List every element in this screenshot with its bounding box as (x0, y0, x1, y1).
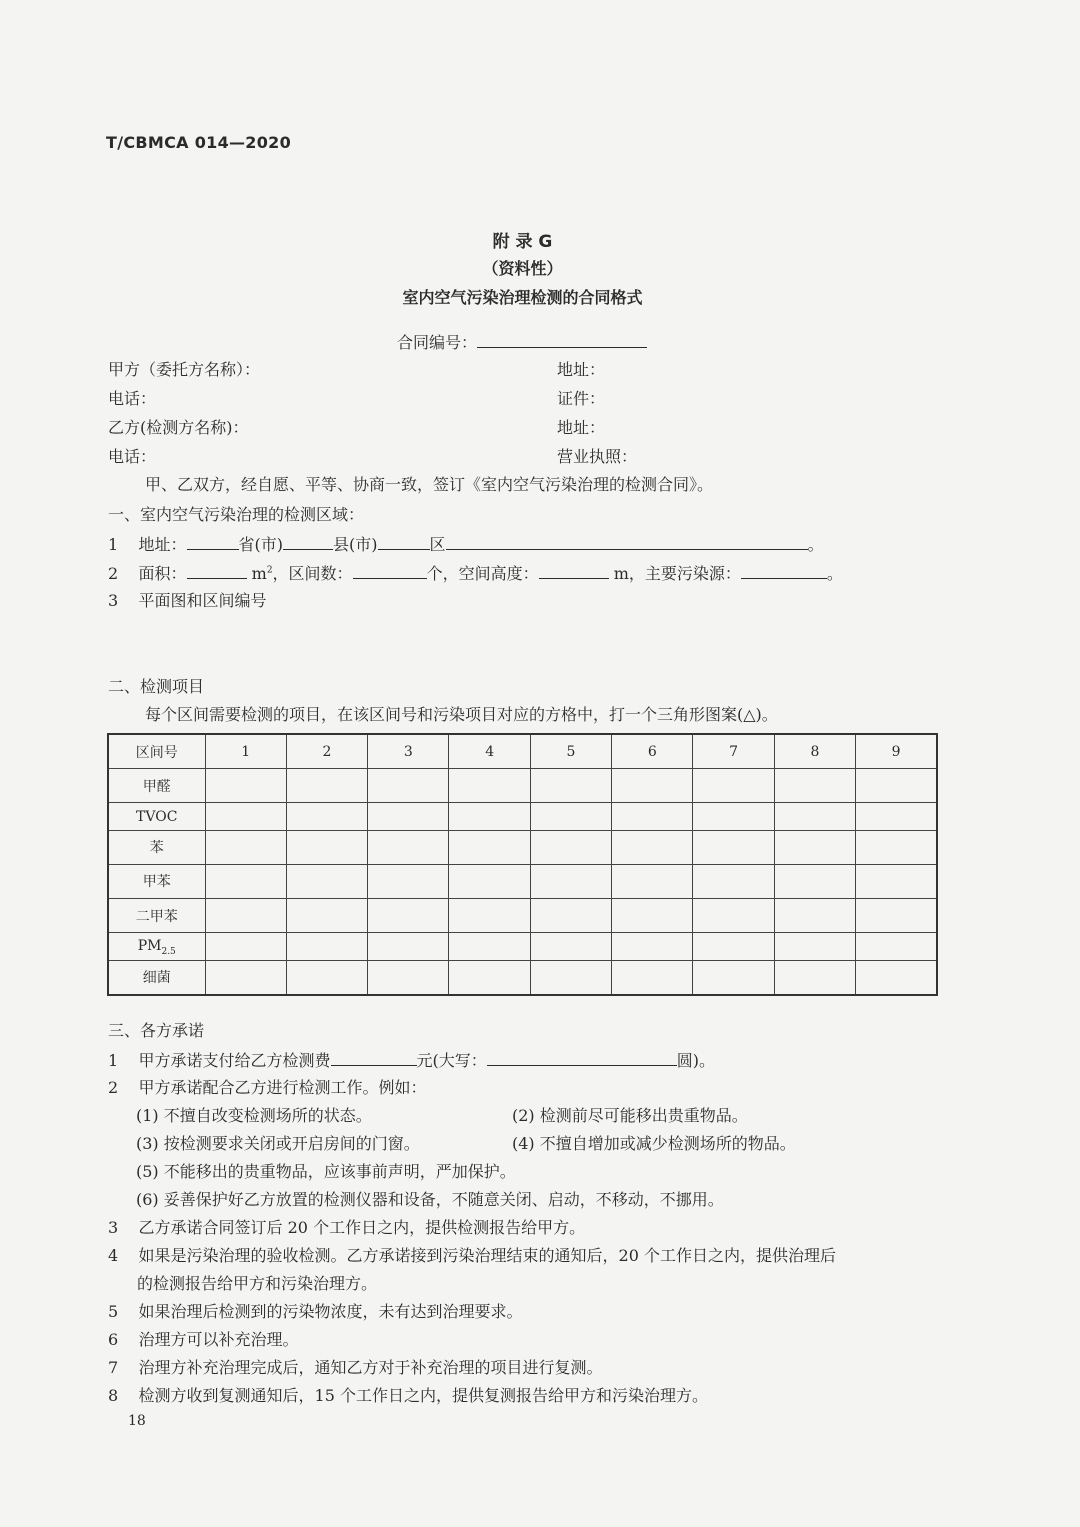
table-corner-cell: 区间号 (108, 734, 205, 769)
table-cell[interactable] (856, 803, 937, 831)
pollutant-row-label: 二甲苯 (108, 898, 205, 932)
commitment-6 (108, 1329, 299, 1351)
province-label: 省(市) (238, 535, 284, 554)
address-detail-field[interactable] (446, 532, 808, 550)
table-header-row (108, 734, 937, 769)
table-cell[interactable] (286, 960, 367, 995)
sub-item-1: (1) 不擅自改变检测场所的状态。 (136, 1106, 372, 1125)
party-b-phone-label: 电话： (108, 447, 157, 466)
sub-item-3: (3) 按检测要求关闭或开启房间的门窗。 (136, 1134, 420, 1153)
party-a-id-label: 证件： (557, 389, 606, 408)
table-row (108, 864, 937, 898)
floorplan-label: 平面图和区间编号 (138, 591, 267, 610)
section1-item1 (108, 532, 824, 556)
item-number: 4 (108, 1246, 119, 1265)
pollutant-row-label: 甲醛 (108, 769, 205, 803)
county-field[interactable] (283, 532, 333, 550)
table-cell[interactable] (693, 803, 774, 831)
table-row (108, 898, 937, 932)
contract-number-field[interactable] (477, 330, 647, 348)
commitment-text: 治理方可以补充治理。 (138, 1330, 299, 1349)
party-b-label: 乙方(检测方名称)： (108, 418, 249, 437)
table-cell[interactable] (449, 830, 530, 864)
zone-header: 1 (205, 734, 286, 769)
area-unit-superscript: 2 (266, 565, 273, 576)
table-cell[interactable] (449, 864, 530, 898)
table-cell[interactable] (368, 898, 449, 932)
table-cell[interactable] (368, 803, 449, 831)
sub-item-6: (6) 妥善保护好乙方放置的检测仪器和设备，不随意关闭、启动，不移动，不挪用。 (136, 1190, 724, 1209)
district-field[interactable] (378, 532, 430, 550)
table-cell[interactable] (286, 933, 367, 961)
item-number: 6 (108, 1330, 119, 1349)
table-cell[interactable] (286, 830, 367, 864)
table-row (108, 803, 937, 831)
table-cell[interactable] (856, 769, 937, 803)
commitment-text: 甲方承诺配合乙方进行检测工作。例如： (138, 1078, 427, 1097)
table-cell[interactable] (368, 864, 449, 898)
pollutant-row-label: 细菌 (108, 960, 205, 995)
item-number: 5 (108, 1302, 119, 1321)
table-cell[interactable] (449, 803, 530, 831)
party-a-label: 甲方（委托方名称）： (108, 360, 261, 379)
table-cell[interactable] (530, 960, 611, 995)
detection-items-table (107, 733, 938, 996)
contract-number-row (397, 330, 647, 354)
area-unit: m (251, 564, 267, 583)
table-cell[interactable] (449, 960, 530, 995)
table-row (108, 769, 937, 803)
appendix-title: 室内空气污染治理检测的合同格式 (402, 288, 643, 307)
table-cell[interactable] (530, 864, 611, 898)
table-cell[interactable] (530, 803, 611, 831)
table-cell[interactable] (693, 769, 774, 803)
table-cell[interactable] (205, 898, 286, 932)
commitment-text: 治理方补充治理完成后，通知乙方对于补充治理的项目进行复测。 (138, 1358, 603, 1377)
table-cell[interactable] (774, 769, 855, 803)
table-cell[interactable] (693, 933, 774, 961)
section1-item2 (108, 561, 843, 585)
pollutant-row-label: TVOC (108, 803, 205, 831)
province-field[interactable] (187, 532, 239, 550)
height-field[interactable] (539, 561, 609, 579)
contract-number-label: 合同编号： (397, 333, 478, 352)
item-number: 3 (108, 1218, 119, 1237)
commitment-text: 检测方收到复测通知后，15 个工作日之内，提供复测报告给甲方和污染治理方。 (138, 1386, 708, 1405)
table-cell[interactable] (774, 830, 855, 864)
commitment-4-continued: 的检测报告给甲方和污染治理方。 (137, 1274, 378, 1293)
table-cell[interactable] (286, 864, 367, 898)
area-label: 面积： (138, 564, 187, 583)
item-number: 8 (108, 1386, 119, 1405)
table-cell[interactable] (612, 960, 693, 995)
table-cell[interactable] (530, 830, 611, 864)
section1-item3 (108, 590, 267, 612)
section2-heading: 二、检测项目 (108, 677, 205, 696)
table-cell[interactable] (530, 898, 611, 932)
table-cell[interactable] (774, 960, 855, 995)
table-cell[interactable] (774, 803, 855, 831)
section2-instruction: 每个区间需要检测的项目，在该区间号和污染项目对应的方格中，打一个三角形图案(△)。 (145, 705, 778, 724)
address-label: 地址： (138, 535, 187, 554)
table-cell[interactable] (856, 933, 937, 961)
zone-header: 5 (530, 734, 611, 769)
table-cell[interactable] (612, 830, 693, 864)
rooms-field[interactable] (353, 561, 427, 579)
rooms-unit: 个 (426, 564, 443, 583)
zone-header: 6 (612, 734, 693, 769)
table-cell[interactable] (286, 769, 367, 803)
table-cell[interactable] (612, 898, 693, 932)
party-a-address-label: 地址： (557, 360, 606, 379)
table-cell[interactable] (612, 933, 693, 961)
fee-amount-field[interactable] (331, 1048, 417, 1066)
commitment-3 (108, 1217, 585, 1239)
sub-item-2: (2) 检测前尽可能移出贵重物品。 (512, 1106, 748, 1125)
table-cell[interactable] (856, 898, 937, 932)
pollutant-row-label (108, 933, 205, 961)
table-cell[interactable] (693, 960, 774, 995)
table-cell[interactable] (693, 830, 774, 864)
pollutant-field[interactable] (741, 561, 827, 579)
table-cell[interactable] (205, 803, 286, 831)
table-cell[interactable] (693, 898, 774, 932)
table-cell[interactable] (205, 864, 286, 898)
table-cell[interactable] (368, 933, 449, 961)
table-cell[interactable] (205, 933, 286, 961)
table-cell[interactable] (856, 830, 937, 864)
commitment-1 (108, 1048, 715, 1072)
end-mark: 。 (826, 564, 843, 583)
zone-header: 8 (774, 734, 855, 769)
party-b-license-label: 营业执照： (557, 447, 638, 466)
height-unit: m (613, 564, 629, 583)
table-cell[interactable] (368, 960, 449, 995)
pollutant-row-label: 甲苯 (108, 864, 205, 898)
zone-header: 3 (368, 734, 449, 769)
table-cell[interactable] (205, 769, 286, 803)
item-number: 2 (108, 1078, 119, 1097)
zone-header: 9 (856, 734, 937, 769)
table-cell[interactable] (368, 830, 449, 864)
commitment-7 (108, 1357, 603, 1379)
commitment-text: 如果是污染治理的验收检测。乙方承诺接到污染治理结束的通知后，20 个工作日之内，提供治理后 (138, 1246, 836, 1265)
pollutant-row-label: 苯 (108, 830, 205, 864)
sub-item-5: (5) 不能移出的贵重物品，应该事前声明，严加保护。 (136, 1162, 516, 1181)
table-cell[interactable] (612, 803, 693, 831)
commitment-8 (108, 1385, 708, 1407)
table-cell[interactable] (774, 898, 855, 932)
fee-capital-label: 元(大写： (416, 1051, 487, 1070)
table-cell[interactable] (612, 769, 693, 803)
fee-unit: 圆)。 (676, 1051, 716, 1070)
table-cell[interactable] (774, 864, 855, 898)
appendix-nature: （资料性） (482, 259, 563, 278)
item-number: 1 (108, 1051, 119, 1070)
item-number: 3 (108, 591, 119, 610)
table-cell[interactable] (449, 769, 530, 803)
commitment-4 (108, 1245, 836, 1267)
table-cell[interactable] (286, 898, 367, 932)
table-cell[interactable] (856, 864, 937, 898)
table-cell[interactable] (530, 769, 611, 803)
party-b-address-label: 地址： (557, 418, 606, 437)
commitment-2 (108, 1077, 427, 1099)
section1-heading: 一、室内空气污染治理的检测区域： (108, 505, 365, 524)
commitment-5 (108, 1301, 523, 1323)
area-field[interactable] (187, 561, 247, 579)
commitment-text: 乙方承诺合同签订后 20 个工作日之内，提供检测报告给甲方。 (138, 1218, 586, 1237)
fee-label: 甲方承诺支付给乙方检测费 (138, 1051, 331, 1070)
table-cell[interactable] (449, 933, 530, 961)
appendix-label: 附 录 G (492, 232, 553, 252)
table-cell[interactable] (612, 864, 693, 898)
item-number: 1 (108, 535, 119, 554)
rooms-label: ，区间数： (272, 564, 353, 583)
height-label: ，空间高度： (442, 564, 539, 583)
pm-subscript: 2.5 (161, 947, 176, 958)
table-cell[interactable] (205, 830, 286, 864)
table-cell[interactable] (368, 769, 449, 803)
district-label: 区 (429, 535, 446, 554)
county-label: 县(市) (333, 535, 378, 554)
table-cell[interactable] (693, 864, 774, 898)
zone-header: 2 (286, 734, 367, 769)
table-cell[interactable] (856, 960, 937, 995)
table-cell[interactable] (530, 933, 611, 961)
table-row (108, 933, 937, 961)
contract-intro: 甲、乙双方，经自愿、平等、协商一致，签订《室内空气污染治理的检测合同》。 (145, 475, 714, 494)
fee-capital-field[interactable] (487, 1048, 677, 1066)
item-number: 7 (108, 1358, 119, 1377)
item-number: 2 (108, 564, 119, 583)
page-number: 18 (128, 1413, 146, 1429)
table-cell[interactable] (286, 803, 367, 831)
standard-code: T/CBMCA 014—2020 (106, 133, 292, 152)
section3-heading: 三、各方承诺 (108, 1021, 205, 1040)
table-row (108, 830, 937, 864)
table-cell[interactable] (205, 960, 286, 995)
zone-header: 7 (693, 734, 774, 769)
commitment-text: 如果治理后检测到的污染物浓度，未有达到治理要求。 (138, 1302, 523, 1321)
zone-header: 4 (449, 734, 530, 769)
table-row (108, 960, 937, 995)
pm-label: PM (137, 938, 162, 955)
pollutant-label: ，主要污染源： (628, 564, 741, 583)
table-cell[interactable] (449, 898, 530, 932)
table-cell[interactable] (774, 933, 855, 961)
end-mark: 。 (807, 535, 824, 554)
sub-item-4: (4) 不擅自增加或减少检测场所的物品。 (512, 1134, 796, 1153)
party-a-phone-label: 电话： (108, 389, 157, 408)
